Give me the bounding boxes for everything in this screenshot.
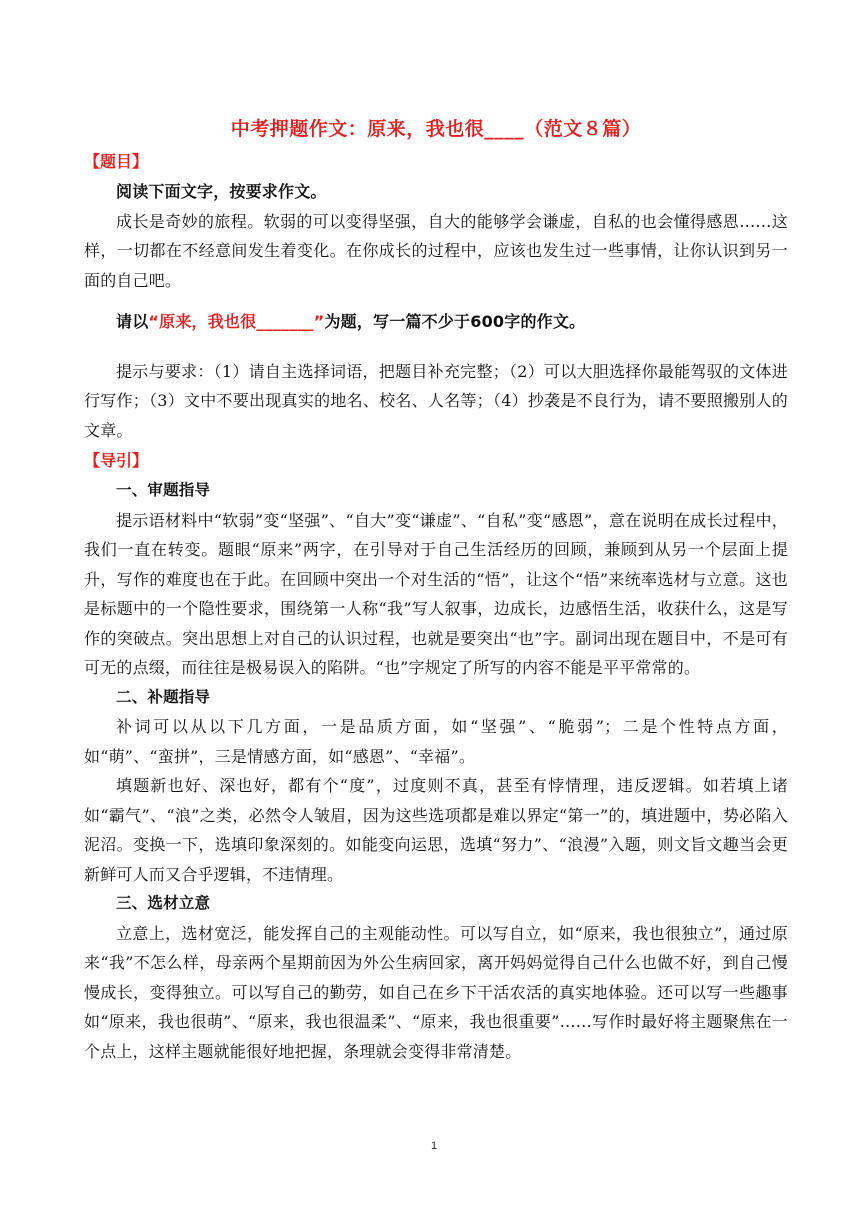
guide-heading-1: 一、审题指导 xyxy=(116,481,211,499)
prompt-paragraph: 成长是奇妙的旅程。软弱的可以变得坚强，自大的能够学会谦虚，自私的也会懂得感恩……这样，一切都在不经意间发生着变化。在你成长的过程中，应该也发生过一些事情，让你认识到另一面的自己吧。 xyxy=(84,211,788,290)
guide-heading-2: 二、补题指导 xyxy=(116,687,211,706)
task-title: “原来，我也很_______” xyxy=(148,312,325,331)
tips-paragraph: 提示与要求：（1）请自主选择词语，把题目补充完整；（2）可以大胆选择你最能驾驭的文体进行写作；（3）文中不要出现真实的地名、校名、人名等；（4）抄袭是不良行为，请不要照搬别人的文章。 xyxy=(84,361,788,440)
task-suffix: 为题，写一篇不少于600字的作文。 xyxy=(324,312,586,331)
guide-paragraph: 提示语材料中“软弱”变“坚强”、“自大”变“谦虚”、“自私”变“感恩”，意在说明在成长过程中，我们一直在转变。题眼“原来”两字，在引导对于自己生活经历的回顾，兼顾到从另一个层面上提升，写作的难度也在于此。在回顾中突出一个对生活的“悟”，让这个“悟”来统率选材与立意。这也是标题中的一个隐性要求，围绕第一人称“我”写人叙事，边成长，边感悟生活，收获什么，这是写作的突破点。突出思想上对自己的认识过程，也就是要突出“也”字。副词出现在题目中，不是可有可无的点缀，而往往是极易误入的陷阱。“也”字规定了所写的内容不能是平平常常的。 xyxy=(84,510,788,677)
guide-heading-3: 三、选材立意 xyxy=(116,894,211,912)
instruction-text: 阅读下面文字，按要求作文。 xyxy=(116,182,327,201)
document-title: 中考押题作文：原来，我也很____（范文８篇） xyxy=(230,118,642,140)
task-prefix: 请以 xyxy=(116,312,149,331)
guide-paragraph: 填题新也好、深也好，都有个“度”，过度则不真，甚至有悖情理，违反逻辑。如若填上诸如“霸气”、“浪”之类，必然令人皱眉，因为这些选项都是难以界定“第一”的，填进题中，势必陷入泥沼。变换一下，选填印象深刻的。如能变向运思，选填“努力”、“浪漫”入题，则文旨文趣当会更新鲜可人而又合乎逻辑，不违情理。 xyxy=(84,776,788,884)
section-label-topic: 【题目】 xyxy=(84,152,149,171)
section-label-guide: 【导引】 xyxy=(84,451,149,470)
writing-task xyxy=(84,307,788,337)
guide-paragraph: 立意上，选材宽泛，能发挥自己的主观能动性。可以写自立，如“原来，我也很独立”，通过原来“我”不怎么样，母亲两个星期前因为外公生病回家，离开妈妈觉得自己什么也做不好，到自己慢慢成长，变得独立。可以写自己的勤劳，如自己在乡下干活农活的真实地体验。还可以写一些趣事如“原来，我也很萌”、“原来，我也很温柔”、“原来，我也很重要”……写作时最好将主题聚焦在一个点上，这样主题就能很好地把握，条理就会变得非常清楚。 xyxy=(84,923,788,1061)
page-number: 1 xyxy=(430,1140,438,1152)
guide-paragraph: 补词可以从以下几方面，一是品质方面，如“坚强”、“脆弱”；二是个性特点方面，如“萌”、“蛮拼”，三是情感方面，如“感恩”、“幸福”。 xyxy=(84,717,788,766)
document-page xyxy=(84,112,788,1066)
